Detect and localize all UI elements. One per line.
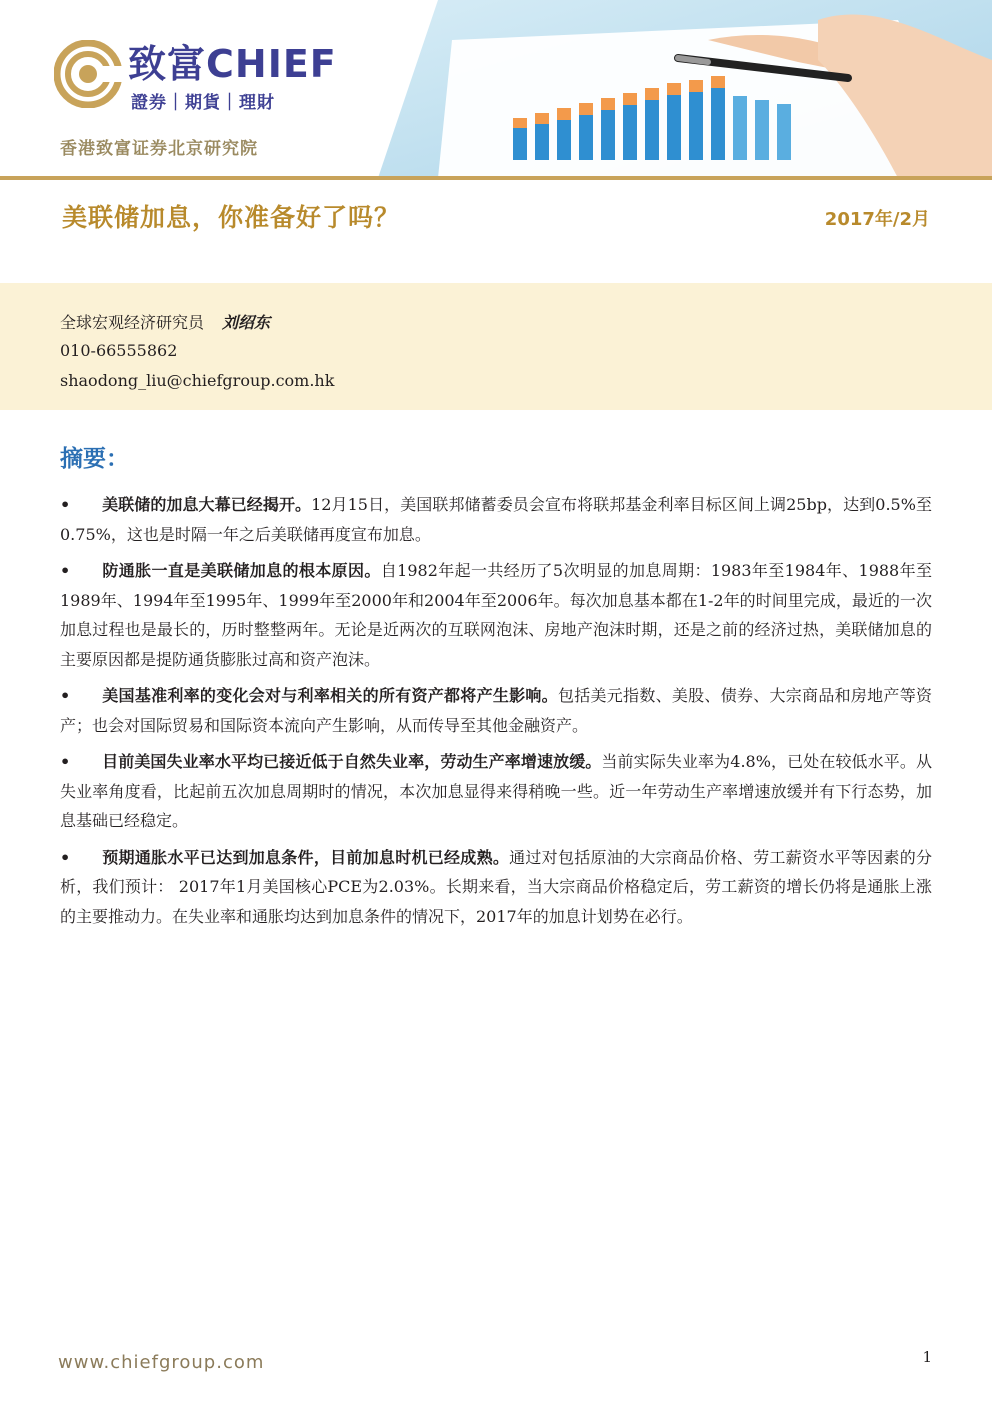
summary-list <box>60 490 932 938</box>
summary-heading: 摘要： <box>60 446 129 472</box>
bullet: • <box>60 561 71 580</box>
author-info-panel <box>0 283 992 410</box>
page-number: 1 <box>922 1348 932 1366</box>
summary-item-lead: 防通胀一直是美联储加息的根本原因。 <box>102 561 381 580</box>
footer-website-link[interactable]: www.chiefgroup.com <box>58 1352 265 1373</box>
summary-item <box>60 490 932 549</box>
report-title: 美联储加息，你准备好了吗？ <box>62 203 401 232</box>
author-role: 全球宏观经济研究员 <box>60 313 205 332</box>
summary-item-lead: 美国基准利率的变化会对与利率相关的所有资产都将产生影响。 <box>102 686 558 705</box>
summary-item <box>60 843 932 932</box>
author-email[interactable]: shaodong_liu@chiefgroup.com.hk <box>60 371 335 390</box>
author-name: 刘绍东 <box>222 313 271 332</box>
summary-item-text: 12月15日，美国联邦储蓄委员会宣布将联邦基金利率目标区间上调25bp，达到0.5%至0.75%，这也是时隔一年之后美联储再度宣布加息。 <box>60 495 932 544</box>
summary-item-text: 通过对包括原油的大宗商品价格、劳工薪资水平等因素的分析，我们预计： 2017年1月美国核心PCE为2.03%。长期来看，当大宗商品价格稳定后，劳工薪资的增长仍将是通胀上涨的主要推动力。在失业率和通胀均达到加息条件的情况下，2017年的加息计划势在必行。 <box>60 847 932 926</box>
report-header <box>0 0 992 178</box>
summary-item-lead: 目前美国失业率水平均已接近低于自然失业率，劳动生产率增速放缓。 <box>102 752 602 771</box>
summary-item-text: 包括美元指数、美股、债券、大宗商品和房地产等资产；也会对国际贸易和国际资本流向产生影响，从而传导至其他金融资产。 <box>60 686 932 735</box>
header-divider <box>0 176 992 180</box>
summary-item <box>60 556 932 674</box>
summary-item-text: 自1982年起一共经历了5次明显的加息周期：1983年至1984年、1988年至1989年、1994年至1995年、1999年至2000年和2004年至2006年。每次加息基本都在1-2年的时间里完成，最近的一次加息过程也是最长的，历时整整两年。无论是近两次的互联网泡沫、房地产泡沫时期，还是之前的经济过热，美联储加息的主要原因都是提防通货膨胀过高和资产泡沫。 <box>60 561 932 669</box>
brand-tagline: 證券｜期貨｜理財 <box>131 93 275 113</box>
bullet: • <box>60 752 71 771</box>
institute-name: 香港致富证券北京研究院 <box>60 139 258 159</box>
bullet: • <box>60 495 71 514</box>
summary-item <box>60 681 932 740</box>
header-chart-photo <box>378 0 992 178</box>
author-phone: 010-66555862 <box>60 341 178 360</box>
summary-item-text: 当前实际失业率为4.8%，已处在较低水平。从失业率角度看，比起前五次加息周期时的情况，本次加息显得来得稍晚一些。近一年劳动生产率增速放缓并有下行态势，加息基础已经稳定。 <box>60 752 932 830</box>
summary-item-lead: 美联储的加息大幕已经揭开。 <box>102 495 312 514</box>
bullet: • <box>60 847 71 867</box>
summary-item <box>60 747 932 836</box>
author-role-line <box>60 310 270 333</box>
bullet: • <box>60 686 71 705</box>
chief-logo-icon <box>54 40 122 108</box>
report-date: 2017年/2月 <box>824 209 930 230</box>
summary-item-lead: 预期通胀水平已达到加息条件，目前加息时机已经成熟。 <box>102 847 510 867</box>
brand-name: 致富CHIEF <box>128 42 337 86</box>
